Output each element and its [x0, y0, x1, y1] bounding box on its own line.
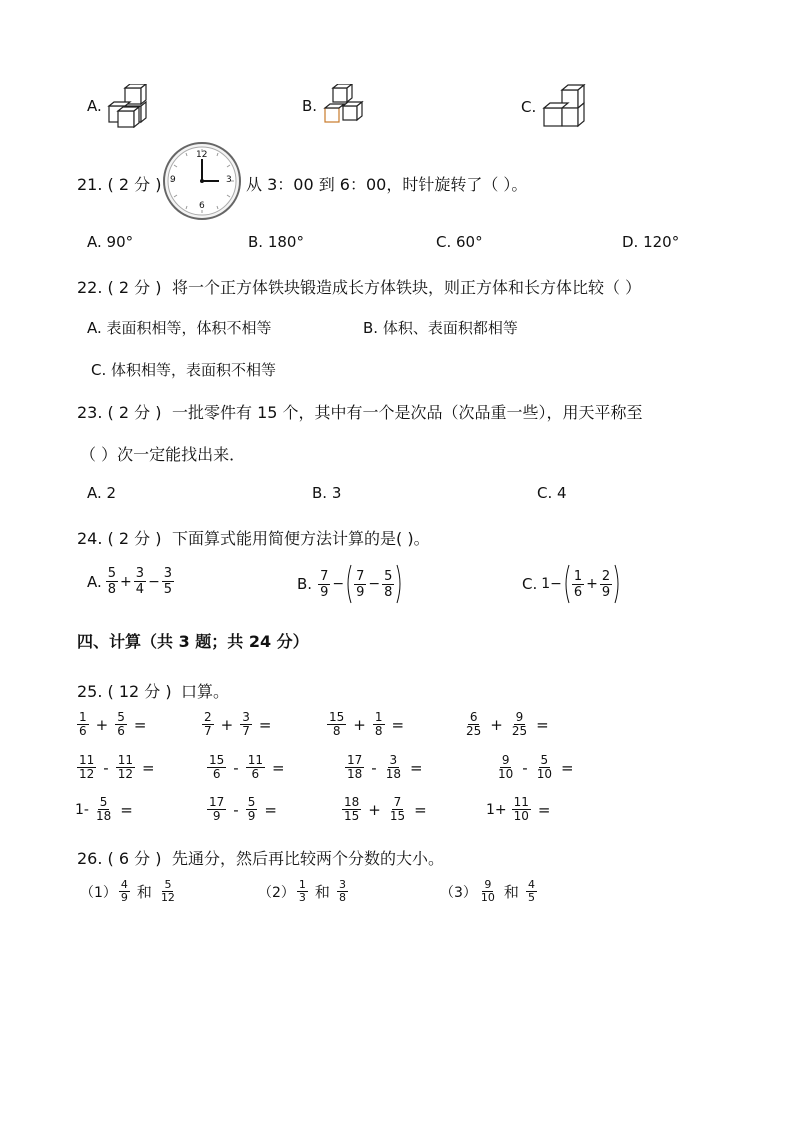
q26-number: 26. ( 6 分 ) — [77, 849, 162, 868]
right-paren-icon — [396, 564, 404, 604]
fraction: $\frac{1}{8}$ — [374, 710, 383, 738]
operator: + — [586, 576, 598, 592]
q24-option-a-label: A. — [87, 572, 102, 591]
answer-blank[interactable]: = — [414, 800, 427, 819]
answer-blank[interactable]: = — [271, 758, 285, 777]
q26-text: 先通分，然后再比较两个分数的大小。 — [172, 849, 445, 868]
q20-option-b-label: B. — [302, 97, 318, 115]
cubes-figure-a — [104, 84, 152, 128]
oral-calc-item — [205, 796, 282, 823]
clock-label-9: 9 — [170, 175, 176, 185]
q23-option-c[interactable]: C. 4 — [537, 484, 567, 502]
operator: + — [95, 715, 109, 734]
q23-option-a[interactable]: A. 2 — [87, 484, 117, 502]
fraction: $\frac{7}{15}$ — [389, 795, 406, 823]
fraction: $\frac{7}{9}$ — [320, 568, 329, 600]
operator: - — [522, 758, 528, 777]
fraction: $\frac{15}{6}$ — [209, 753, 225, 781]
fraction: $\frac{2}{9}$ — [601, 568, 611, 600]
cubes-figure-c — [540, 84, 594, 130]
answer-blank[interactable]: = — [560, 758, 574, 777]
clock-label-3: 3 — [226, 175, 232, 185]
oral-calc-item — [75, 796, 138, 823]
q22-option-c[interactable]: C. 体积相等，表面积不相等 — [91, 361, 277, 379]
right-paren-icon — [614, 564, 622, 604]
q23-number: 23. ( 2 分 ) — [77, 403, 162, 422]
q22-option-a[interactable]: A. 表面积相等，体积不相等 — [87, 319, 272, 337]
item-label: （3） — [440, 884, 477, 901]
q24-option-b[interactable] — [297, 564, 404, 604]
fraction: $\frac{5}{12}$ — [160, 878, 175, 904]
fraction: $\frac{9}{10}$ — [480, 878, 495, 904]
q21-text: 从 3：00 到 6：00，时针旋转了（ ）。 — [246, 175, 528, 194]
fraction: $\frac{1}{6}$ — [573, 568, 583, 600]
answer-blank[interactable]: = — [141, 758, 155, 777]
operator: + — [220, 715, 234, 734]
fraction: $\frac{3}{4}$ — [135, 566, 145, 597]
q23-text: 一批零件有 15 个，其中有一个是次品（次品重一些），用天平称至 — [172, 403, 643, 422]
q25-number: 25. ( 12 分 ) — [77, 682, 172, 701]
fraction: $\frac{11}{12}$ — [79, 753, 95, 781]
operator: − — [332, 576, 345, 592]
q23-text-continued: （ ）次一定能找出来． — [80, 445, 246, 464]
left-paren-icon — [562, 564, 570, 604]
oral-calc-item — [205, 754, 290, 781]
item-label: （1） — [80, 884, 117, 901]
q20-option-c-label: C. — [521, 98, 537, 116]
oral-calc-item — [200, 711, 276, 738]
q21-option-a[interactable]: A. 90° — [87, 233, 134, 251]
q24-option-c[interactable] — [522, 564, 622, 604]
fraction: $\frac{3}{8}$ — [338, 878, 346, 904]
operator: + — [368, 800, 381, 819]
fraction: $\frac{3}{18}$ — [385, 753, 401, 781]
fraction: $\frac{11}{10}$ — [513, 795, 529, 823]
fraction: $\frac{9}{10}$ — [498, 753, 514, 781]
fraction: $\frac{2}{7}$ — [204, 710, 212, 738]
answer-blank[interactable]: = — [120, 800, 133, 819]
fraction: $\frac{1}{3}$ — [298, 878, 306, 904]
fraction: $\frac{5}{10}$ — [536, 753, 552, 781]
and-word: 和 — [503, 883, 519, 901]
fraction: $\frac{3}{7}$ — [242, 710, 250, 738]
q22-option-b[interactable]: B. 体积、表面积都相等 — [363, 319, 518, 337]
fraction: $\frac{5}{6}$ — [117, 710, 125, 738]
cubes-figure-b — [321, 84, 367, 128]
oral-calc-item — [462, 711, 554, 738]
answer-blank[interactable]: = — [133, 715, 147, 734]
q20-option-c[interactable] — [521, 84, 594, 130]
operator: - — [233, 758, 239, 777]
fraction: $\frac{11}{6}$ — [247, 753, 263, 781]
section-title: 四、计算（共 3 题；共 24 分） — [77, 632, 309, 651]
fraction: $\frac{18}{15}$ — [344, 795, 360, 823]
operator: + — [120, 573, 132, 590]
operator: + — [353, 715, 366, 734]
q25-text: 口算。 — [181, 682, 230, 701]
lead-term: 1− — [541, 576, 562, 592]
fraction: $\frac{17}{9}$ — [209, 795, 225, 823]
fraction: $\frac{4}{9}$ — [120, 878, 128, 904]
oral-calc-item — [343, 754, 428, 781]
operator: - — [371, 758, 377, 777]
q24-option-a[interactable] — [87, 566, 176, 597]
compare-item — [440, 879, 539, 904]
lead-term: 1+ — [486, 801, 507, 818]
q22-text: 将一个正方体铁块锻造成长方体铁块，则正方体和长方体比较（ ） — [172, 278, 642, 297]
oral-calc-item — [494, 754, 579, 781]
q24-option-b-label: B. — [297, 575, 313, 593]
oral-calc-item — [486, 796, 556, 823]
oral-calc-item — [75, 754, 160, 781]
oral-calc-item — [325, 711, 409, 738]
answer-blank[interactable]: = — [536, 715, 549, 734]
q22-number: 22. ( 2 分 ) — [77, 278, 162, 297]
q24-number: 24. ( 2 分 ) — [77, 529, 162, 548]
q21-option-b[interactable]: B. 180° — [248, 233, 304, 251]
and-word: 和 — [136, 883, 152, 901]
compare-item — [258, 879, 350, 904]
fraction: $\frac{1}{6}$ — [79, 710, 87, 738]
compare-item — [80, 879, 179, 904]
answer-blank[interactable]: = — [258, 715, 272, 734]
left-paren-icon — [344, 564, 352, 604]
fraction: $\frac{5}{18}$ — [95, 795, 112, 823]
operator: - — [233, 800, 239, 819]
answer-blank[interactable]: = — [537, 800, 551, 819]
fraction: $\frac{3}{5}$ — [163, 566, 173, 597]
q20-option-a-label: A. — [87, 97, 102, 115]
operator: - — [103, 758, 109, 777]
fraction: $\frac{11}{12}$ — [117, 753, 133, 781]
fraction: $\frac{4}{5}$ — [527, 878, 535, 904]
q23-option-b[interactable]: B. 3 — [312, 484, 342, 502]
answer-blank[interactable]: = — [264, 800, 277, 819]
lead-term: 1- — [75, 801, 89, 818]
q24-option-c-label: C. — [522, 575, 538, 593]
fraction: $\frac{6}{25}$ — [466, 710, 482, 738]
oral-calc-item — [340, 796, 432, 823]
clock-label-6: 6 — [199, 201, 205, 211]
fraction: $\frac{5}{8}$ — [107, 566, 117, 597]
answer-blank[interactable]: = — [391, 715, 405, 734]
fraction: $\frac{7}{9}$ — [356, 568, 365, 600]
clock-label-12: 12 — [196, 150, 208, 160]
fraction: $\frac{9}{25}$ — [511, 710, 528, 738]
operator: − — [148, 573, 160, 590]
oral-calc-item — [75, 711, 151, 738]
operator: − — [368, 576, 381, 592]
operator: + — [490, 715, 503, 734]
answer-blank[interactable]: = — [409, 758, 423, 777]
q20-option-b[interactable] — [302, 84, 367, 128]
and-word: 和 — [314, 883, 330, 901]
q20-option-a[interactable] — [87, 84, 152, 128]
q21-option-c[interactable]: C. 60° — [436, 233, 483, 251]
fraction: $\frac{15}{8}$ — [329, 710, 345, 738]
item-label: （2） — [258, 884, 295, 901]
fraction: $\frac{17}{18}$ — [347, 753, 363, 781]
fraction: $\frac{5}{9}$ — [247, 795, 256, 823]
q21-number: 21. ( 2 分 ) — [77, 175, 162, 194]
q24-text: 下面算式能用简便方法计算的是( )。 — [172, 529, 430, 548]
q21-option-d[interactable]: D. 120° — [622, 233, 680, 251]
fraction: $\frac{5}{8}$ — [384, 568, 393, 600]
